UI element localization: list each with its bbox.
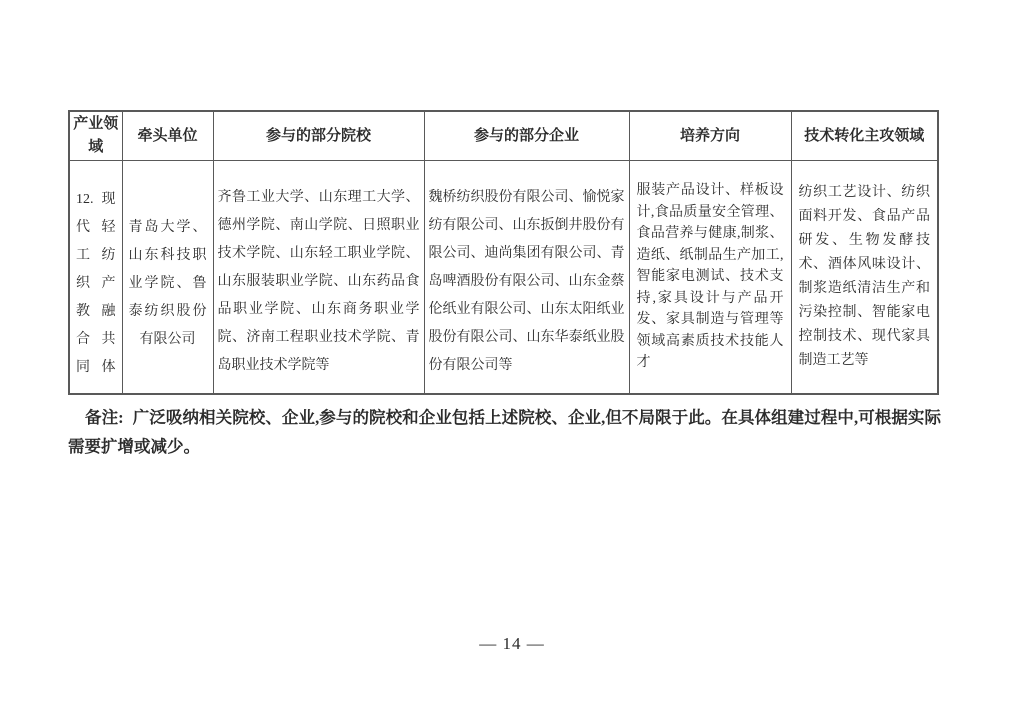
page-number: — 14 — bbox=[479, 634, 545, 653]
cell-enterprises: 魏桥纺织股份有限公司、愉悦家纺有限公司、山东扳倒井股份有限公司、迪尚集团有限公司、青岛啤酒股份有限公司、山东金蔡伦纸业有限公司、山东太阳纸业股份有限公司、山东华泰纸业股份有限公司等 bbox=[424, 161, 629, 395]
remark-note-text: 广泛吸纳相关院校、企业,参与的院校和企业包括上述院校、企业,但不局限于此。在具体组建过程中,可根据实际需要扩增或减少。 bbox=[68, 407, 942, 456]
header-cell-tech-transfer-fields: 技术转化主攻领域 bbox=[791, 111, 938, 161]
cell-colleges: 齐鲁工业大学、山东理工大学、德州学院、南山学院、日照职业技术学院、山东轻工职业学院、山东服装职业学院、山东药品食品职业学院、山东商务职业学院、济南工程职业技术学院、青岛职业技术学院等 bbox=[213, 161, 424, 395]
header-cell-enterprises: 参与的部分企业 bbox=[424, 111, 629, 161]
remark-note bbox=[68, 403, 941, 461]
table-row bbox=[69, 161, 938, 395]
cell-industry-field: 12.现代轻工纺织产教融合共同体 bbox=[69, 161, 122, 395]
consortium-table bbox=[68, 110, 939, 395]
header-cell-training-direction: 培养方向 bbox=[629, 111, 791, 161]
cell-tech-transfer-fields: 纺织工艺设计、纺织面料开发、食品产品研发、生物发酵技术、酒体风味设计、制浆造纸清洁生产和污染控制、智能家电控制技术、现代家具制造工艺等 bbox=[791, 161, 938, 395]
header-cell-colleges: 参与的部分院校 bbox=[213, 111, 424, 161]
header-cell-industry-field: 产业领域 bbox=[69, 111, 122, 161]
cell-lead-unit: 青岛大学、山东科技职业学院、鲁泰纺织股份有限公司 bbox=[122, 161, 213, 395]
remark-note-label: 备注: bbox=[85, 407, 124, 427]
header-cell-lead-unit: 牵头单位 bbox=[122, 111, 213, 161]
table-header-row bbox=[69, 111, 938, 161]
cell-training-direction: 服装产品设计、样板设计,食品质量安全管理、食品营养与健康,制浆、造纸、纸制品生产加工,智能家电测试、技术支持,家具设计与产品开发、家具制造与管理等领域高素质技术技能人才 bbox=[629, 161, 791, 395]
